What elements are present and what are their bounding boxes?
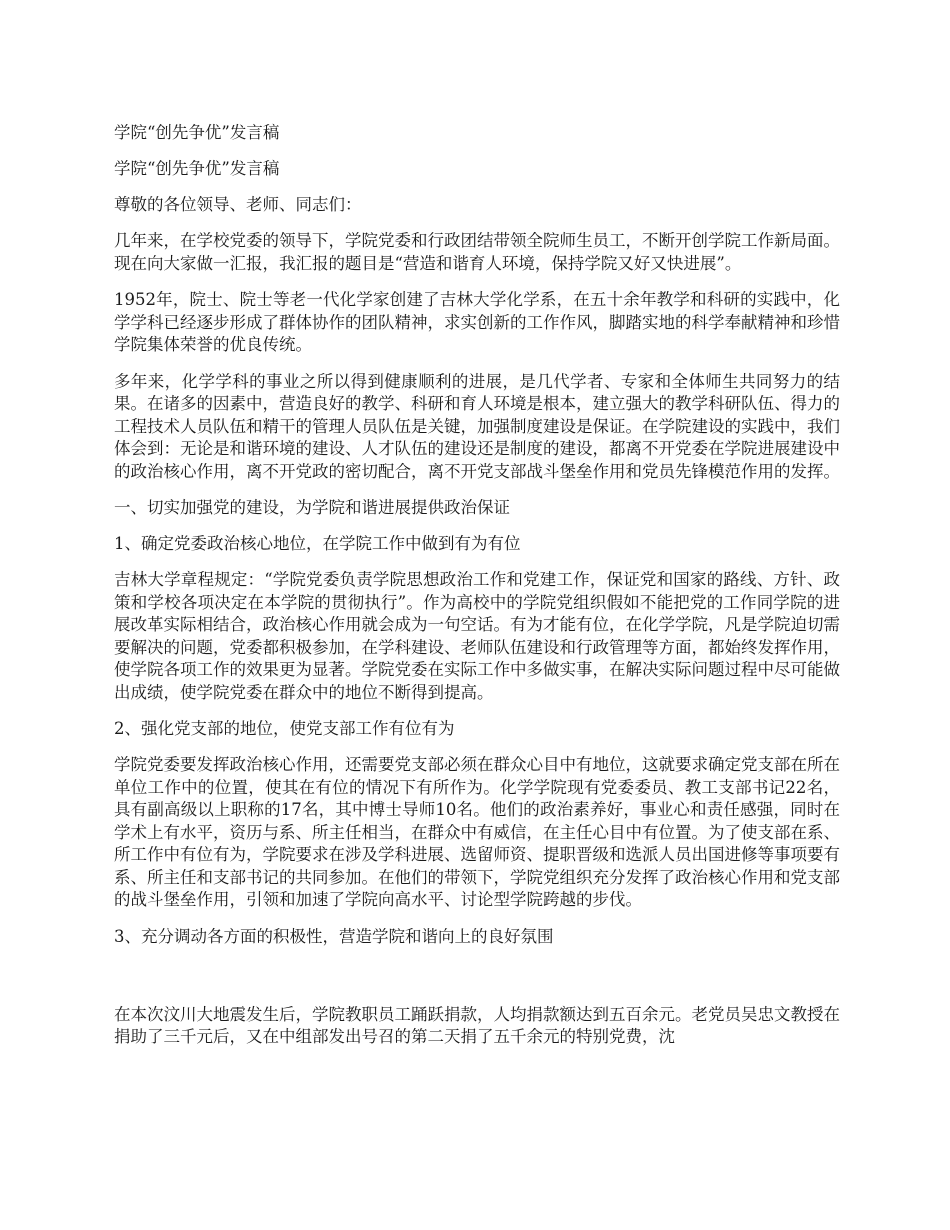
summary-paragraph: 多年来，化学学科的事业之所以得到健康顺利的进展，是几代学者、专家和全体师生共同努力的结果。在诸多的因素中，营造良好的教学、科研和育人环境是根本，建立强大的教学科研队伍、得力的工程技术人员队伍和精干的管理人员队伍是关键，加强制度建设是保证。在学院建设的实践中，我们体会到：无论是和谐环境的建设、人才队伍的建设还是制度的建设，都离不开党委在学院进展建设中的政治核心作用，离不开党政的密切配合，离不开党支部战斗堡垒作用和党员先锋模范作用的发挥。 — [114, 371, 840, 481]
document-page — [114, 122, 840, 1063]
intro-paragraph: 几年来，在学校党委的领导下，学院党委和行政团结带领全院师生员工，不断开创学院工作新局面。现在向大家做一汇报，我汇报的题目是“营造和谐育人环境，保持学院又好又快进展”。 — [114, 231, 840, 273]
history-paragraph: 1952年，院士、院士等老一代化学家创建了吉林大学化学系，在五十余年教学和科研的实践中，化学学科已经逐步形成了群体协作的团队精神，求实创新的工作作风，脚踏实地的科学奉献精神和珍惜学院集体荣誉的优良传统。 — [114, 290, 840, 354]
document-subtitle: 学院“创先争优”发言稿 — [114, 159, 280, 178]
salutation: 尊敬的各位领导、老师、同志们： — [114, 195, 362, 214]
subsection-paragraph-1-1: 吉林大学章程规定：“学院党委负责学院思想政治工作和党建工作，保证党和国家的路线、方针、政策和学校各项决定在本学院的贯彻执行”。作为高校中的学院党组织假如不能把党的工作同学院的进展改革实际相结合，政治核心作用就会成为一句空话。有为才能有位，在化学学院，凡是学院迫切需要解决的问题，党委都积极参加，在学科建设、老师队伍建设和行政管理等方面，都始终发挥作用，使学院各项工作的效果更为显著。学院党委在实际工作中多做实事，在解决实际问题过程中尽可能做出成绩，使学院党委在群众中的地位不断得到提高。 — [114, 570, 840, 702]
document-title: 学院“创先争优”发言稿 — [114, 123, 280, 142]
subsection-heading-1-3: 3、充分调动各方面的积极性，营造学院和谐向上的良好氛围 — [114, 926, 554, 946]
subsection-heading-1-1: 1、确定党委政治核心地位，在学院工作中做到有为有位 — [114, 534, 521, 553]
section-heading-1: 一、切实加强党的建设，为学院和谐进展提供政治保证 — [114, 498, 510, 517]
subsection-paragraph-1-3: 在本次汶川大地震发生后，学院教职员工踊跃捐款，人均捐款额达到五百余元。老党员吴忠文教授在捐助了三千元后，又在中组部发出号召的第二天捐了五千余元的特别党费，沈 — [114, 1004, 840, 1046]
blank-space — [114, 962, 840, 1004]
subsection-paragraph-1-2: 学院党委要发挥政治核心作用，还需要党支部必须在群众心目中有地位，这就要求确定党支部在所在单位工作中的位置，使其在有位的情况下有所作为。化学学院现有党委委员、教工支部书记22名，具有副高级以上职称的17名，其中博士导师10名。他们的政治素养好，事业心和责任感强，同时在学术上有水平，资历与系、所主任相当，在群众中有威信，在主任心目中有位置。为了使支部在系、所工作中有位有为，学院要求在涉及学科进展、选留师资、提职晋级和选派人员出国进修等事项要有系、所主任和支部书记的共同参加。在他们的带领下，学院党组织充分发挥了政治核心作用和党支部的战斗堡垒作用，引领和加速了学院向高水平、讨论型学院跨越的步伐。 — [114, 755, 840, 909]
subsection-heading-1-2: 2、强化党支部的地位，使党支部工作有位有为 — [114, 719, 455, 738]
